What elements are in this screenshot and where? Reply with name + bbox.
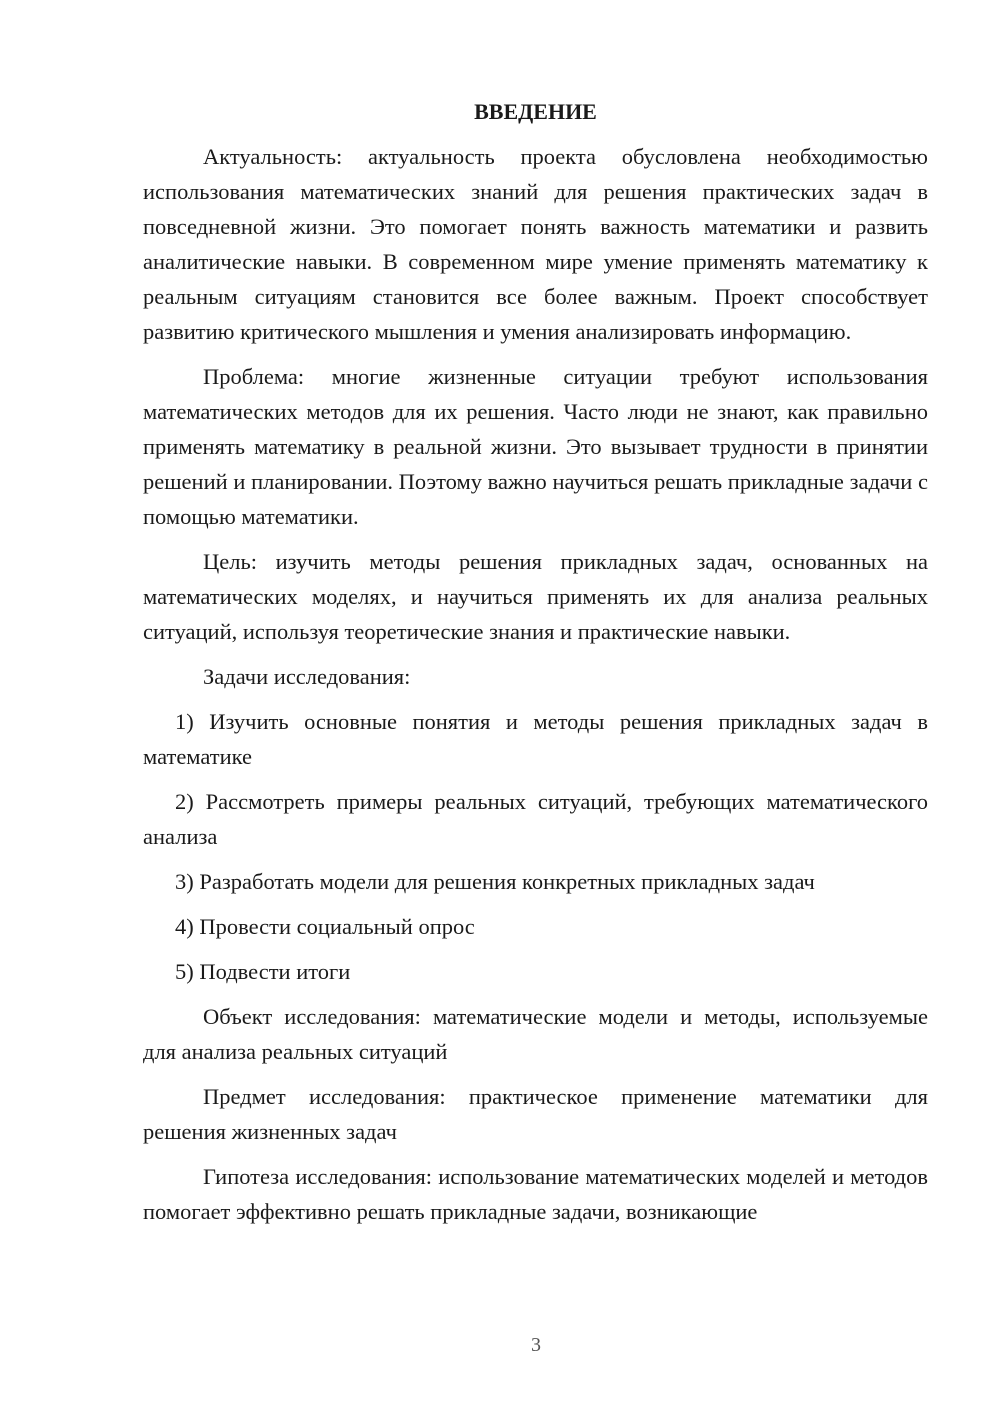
- list-item: 4) Провести социальный опрос: [175, 914, 475, 939]
- relevance-paragraph: Актуальность: актуальность проекта обусловлена необходимостью использования математических знаний для решения практических задач в повседневной жизни. Это помогает понять важность математики и развить аналитические навыки. В современном мире умение применять математику к реальным ситуациям становится все более важным. Проект способствует развитию критического мышления и умения анализировать информацию.: [143, 144, 928, 344]
- tasks-heading: Задачи исследования:: [203, 664, 411, 689]
- list-item: 5) Подвести итоги: [175, 959, 351, 984]
- object-paragraph: Объект исследования: математические модели и методы, используемые для анализа реальных ситуаций: [143, 1004, 928, 1064]
- list-item: 2) Рассмотреть примеры реальных ситуаций, требующих математического анализа: [143, 789, 928, 849]
- subject-paragraph: Предмет исследования: практическое применение математики для решения жизненных задач: [143, 1084, 928, 1144]
- list-item: 3) Разработать модели для решения конкретных прикладных задач: [175, 869, 815, 894]
- list-item: 1) Изучить основные понятия и методы решения прикладных задач в математике: [143, 709, 928, 769]
- problem-paragraph: Проблема: многие жизненные ситуации требуют использования математических методов для их решения. Часто люди не знают, как правильно применять математику в реальной жизни. Это вызывает трудности в принятии решений и планировании. Поэтому важно научиться решать прикладные задачи с помощью математики.: [143, 364, 928, 529]
- document-page: [143, 95, 928, 1239]
- hypothesis-paragraph: Гипотеза исследования: использование математических моделей и методов помогает эффективно решать прикладные задачи, возникающие: [143, 1164, 928, 1224]
- goal-paragraph: Цель: изучить методы решения прикладных задач, основанных на математических моделях, и научиться применять их для анализа реальных ситуаций, используя теоретические знания и практические навыки.: [143, 549, 928, 644]
- page-number: 3: [531, 1334, 541, 1356]
- page-title: ВВЕДЕНИЕ: [474, 99, 597, 124]
- tasks-list: [143, 704, 928, 989]
